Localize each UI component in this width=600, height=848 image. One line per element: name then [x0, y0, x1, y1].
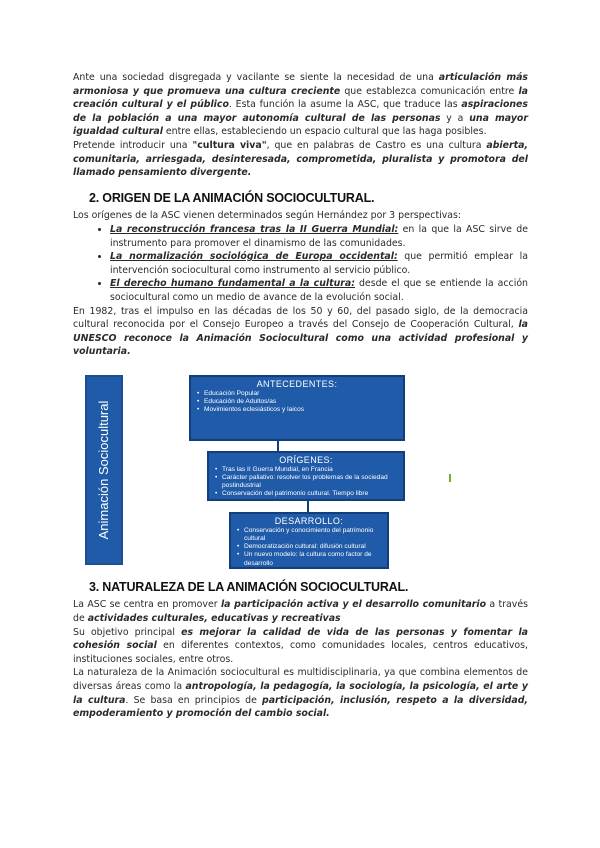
section-3-paragraph-3 — [73, 666, 528, 720]
box-item: • Educación de Adultos/as — [197, 398, 397, 406]
text: Su objetivo principal — [73, 626, 182, 638]
origins-list — [73, 223, 528, 305]
emphasis: actividades culturales, educativas y recreativas — [87, 613, 341, 625]
cultura-viva-paragraph — [73, 139, 528, 180]
emphasis: la UNESCO reconoce la Animación Sociocultural como una actividad profesional y voluntaria. — [73, 319, 528, 358]
text: . Se basa en principios de — [125, 694, 262, 706]
text: Ante una sociedad disgregada y vacilante se siente la necesidad de una — [73, 72, 439, 83]
intro-paragraph — [73, 71, 528, 139]
box-item: • Tras las II Guerra Mundial, en Francia — [215, 466, 397, 474]
section-3-paragraph-1 — [73, 598, 528, 625]
section-2-intro: Los orígenes de la ASC vienen determinados según Hernández por 3 perspectivas: — [73, 210, 462, 222]
box-item: • Movimientos eclesiásticos y laicos — [197, 406, 397, 414]
document-page — [73, 71, 528, 721]
section-2-heading: 2. ORIGEN DE LA ANIMACIÓN SOCIOCULTURAL. — [89, 190, 375, 205]
emphasis: aspiraciones de la población a una mayor autonomía cultural de las personas — [73, 99, 528, 124]
green-marker — [449, 474, 451, 482]
text: y a — [440, 112, 470, 124]
text: en diferentes contextos, como comunidades locales, centros educativos, instituciones sociales, entre otros. — [73, 640, 528, 665]
diagram-side-label: Animación Sociocultural — [85, 375, 123, 565]
antecedentes-box — [189, 375, 405, 441]
text: La ASC se centra en promover — [73, 599, 221, 611]
text: que permitió emplear la intervención sociocultural como instrumento al servicio público. — [110, 251, 528, 276]
connector — [277, 441, 279, 451]
text: . Esta función la asume la ASC, que traduce las — [228, 99, 462, 111]
emphasis: "cultura viva" — [192, 139, 267, 151]
asc-diagram — [85, 369, 578, 569]
box-title: DESARROLLO: — [274, 515, 344, 526]
emphasis: es mejorar la calidad de vida de las personas y fomentar la cohesión social — [73, 626, 528, 652]
emphasis: la participación activa y el desarrollo comunitario — [220, 599, 487, 611]
text: En 1982, tras el impulso en las décadas de los 50 y 60, del pasado siglo, de la democracia cultural reconocida por el Consejo Europeo a través del Consejo de Cooperación Cultural, — [73, 305, 528, 331]
box-title: ORÍGENES: — [279, 454, 333, 465]
unesco-paragraph — [73, 305, 528, 359]
box-item: • Educación Popular — [197, 390, 397, 398]
emphasis: El derecho humano fundamental a la cultura: — [110, 278, 355, 290]
desarrollo-box — [229, 512, 389, 569]
text: Pretende introducir una — [73, 139, 193, 151]
text: en la que la ASC sirve de instrumento para promover el dinamismo de las comunidades. — [110, 223, 528, 249]
emphasis: articulación más armoniosa y que promueva una cultura creciente — [73, 72, 528, 97]
box-item: • Conservación del patrimonio cultural. Tiempo libre — [215, 490, 397, 498]
box-item: • Carácter paliativo: resolver los problemas de la sociedad postindustrial — [215, 474, 397, 490]
list-item — [110, 250, 528, 277]
list-item — [110, 223, 528, 250]
box-item: • Democratización cultural: difusión cultural — [237, 543, 381, 551]
section-3-heading: 3. NATURALEZA DE LA ANIMACIÓN SOCIOCULTURAL. — [89, 579, 409, 594]
box-title: ANTECEDENTES: — [256, 378, 338, 389]
text: a través de — [73, 599, 528, 625]
text: desde el que se entiende la acción sociocultural como un medio de avance de la evolución social. — [110, 278, 528, 303]
emphasis: antropología, la pedagogía, la sociología, la psicología, el arte y la cultura — [73, 681, 528, 706]
text: entre ellas, estableciendo un espacio cultural que las haga posibles. — [162, 126, 487, 138]
text: La naturaleza de la Animación sociocultural es multidisciplinaria, ya que combina elementos de diversas áreas como la — [73, 667, 528, 693]
emphasis: abierta, comunitaria, arriesgada, desinteresada, comprometida, pluralista y promotora del llamado pensamiento divergente. — [73, 139, 528, 179]
list-item — [110, 277, 528, 304]
emphasis: La reconstrucción francesa tras la II Guerra Mundial: — [110, 223, 399, 235]
text: , que en palabras de Castro es una cultura — [266, 139, 487, 151]
emphasis: participación, inclusión, respeto a la diversidad, empoderamiento y promoción del cambio social. — [73, 694, 528, 720]
section-3-paragraph-2 — [73, 626, 528, 667]
emphasis: La normalización sociológica de Europa occidental: — [110, 251, 398, 263]
box-item: • Un nuevo modelo: la cultura como factor de desarrollo — [237, 551, 381, 567]
emphasis: una mayor igualdad cultural — [73, 112, 528, 138]
text: que establezca comunicación entre — [340, 85, 519, 97]
connector — [307, 501, 309, 512]
box-item: • Conservación y conocimiento del patrimonio cultural — [237, 527, 381, 543]
origenes-box — [207, 451, 405, 501]
emphasis: la creación cultural y el público — [73, 85, 528, 111]
